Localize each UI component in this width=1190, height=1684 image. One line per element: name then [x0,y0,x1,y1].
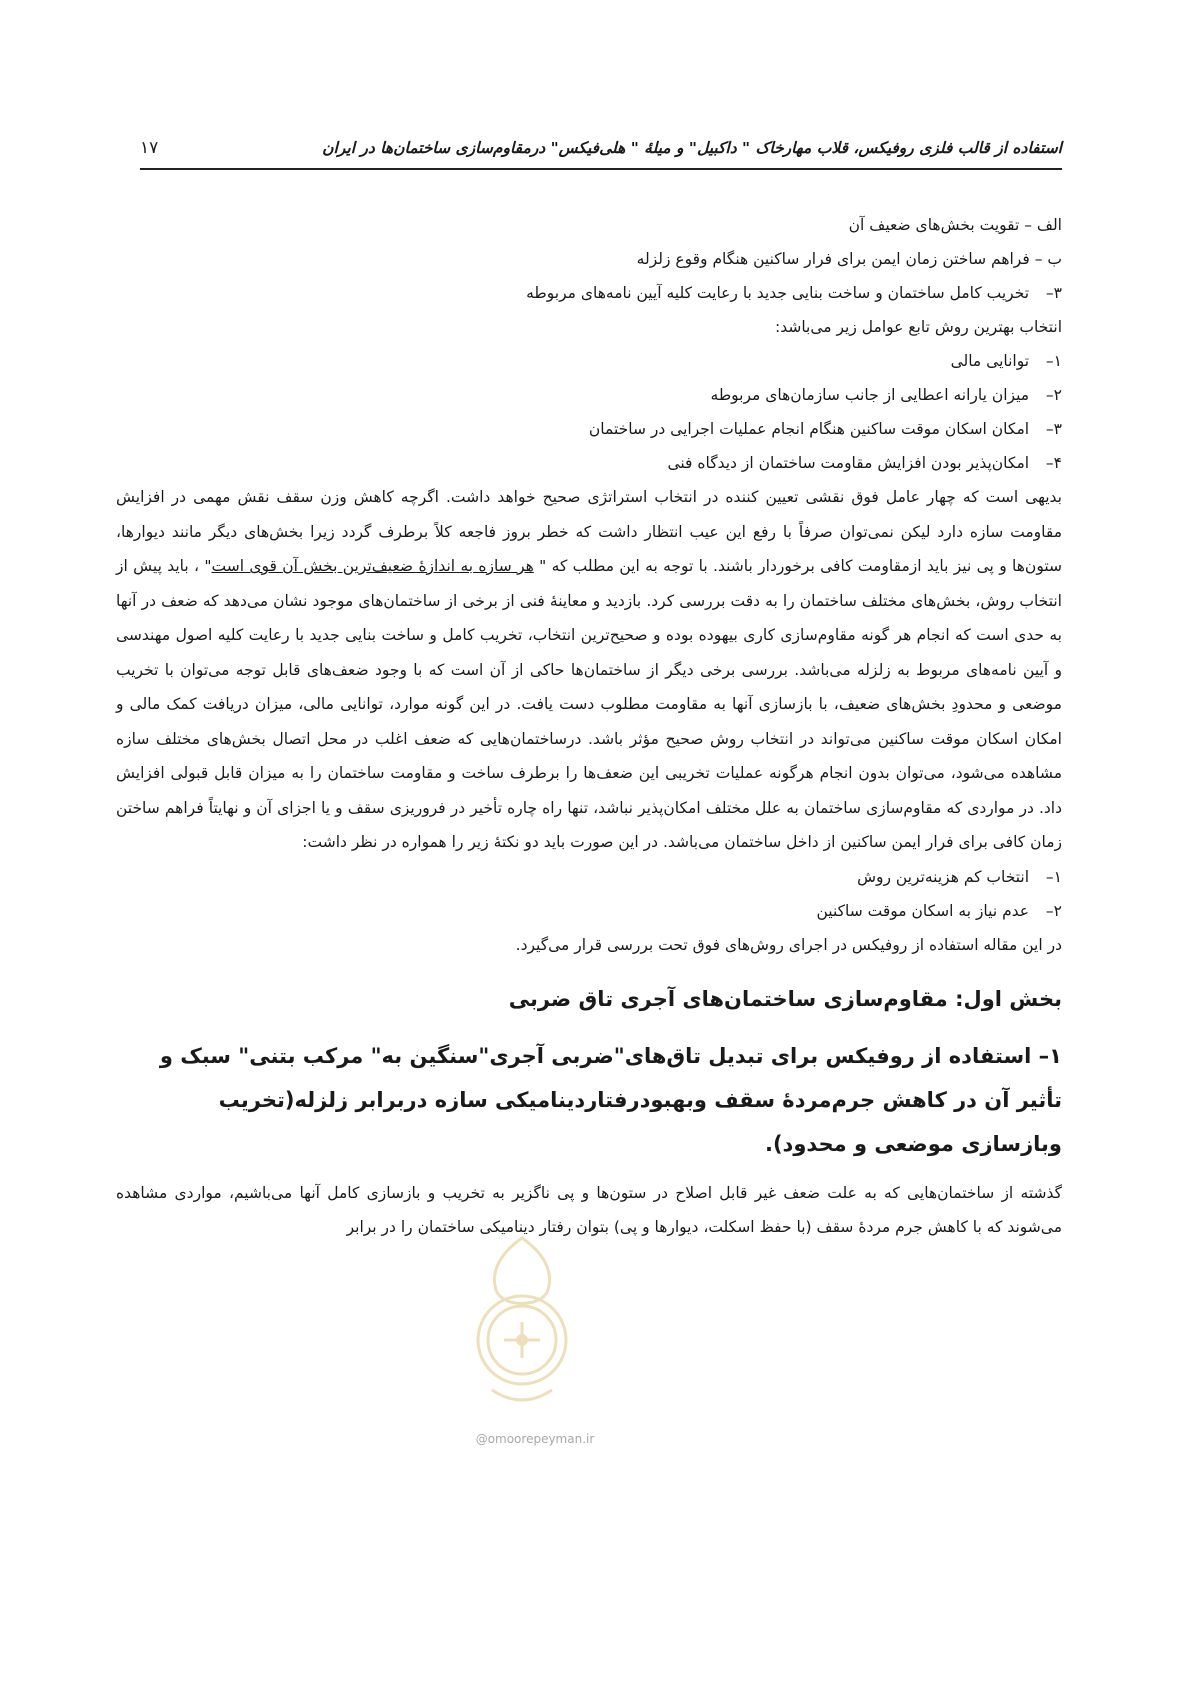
list-text: عدم نیاز به اسکان موقت ساکنین [816,901,1030,920]
list-item [116,344,1062,378]
page-number: ۱۷ [140,138,159,158]
underlined-quote: هر سازه به اندازهٔ ضعیف‌ترین بخش آن قوی است [211,557,534,575]
list-text: امکان اسکان موقت ساکنین هنگام انجام عملیات اجرایی در ساختمان [588,420,1030,438]
body-text [116,208,1062,1245]
list-text: فراهم ساختن زمان ایمن برای فرار ساکنین هنگام وقوع زلزله [636,250,1030,268]
list-text: انتخاب کم هزینه‌ترین روش [857,867,1030,886]
running-title: استفاده از قالب فلزی روفیکس، قلاب مهارخاک " داکبیل" و میلهٔ " هلی‌فیکس" درمقاوم‌سازی ساختمان‌ها در ایران [322,139,1062,157]
watermark-seal-icon [462,1230,582,1420]
list-marker: ب – [1034,250,1062,268]
running-header [140,128,1062,170]
list-text: تقویت بخش‌های ضعیف آن [848,216,1020,234]
list-marker: ۲– [1045,901,1062,920]
watermark-text: @omoorepeyman.ir [475,1432,595,1446]
list-marker: ۳– [1045,420,1062,438]
subsection-heading: ۱– استفاده از روفیکس برای تبدیل تاق‌های"ضربی آجری"سنگین به" مرکب بتنی" سبک و تأثیر آن در کاهش جرم‌مردهٔ سقف وبهبودرفتاردینامیکی سازه دربرابر زلزله(تخریب وبازسازی موضعی و محدود). [159,1043,1062,1156]
list-item [116,242,1062,276]
list-text: امکان‌پذیر بودن افزایش مقاومت ساختمان از دیدگاه فنی [667,454,1030,472]
list-marker: الف – [1024,216,1062,234]
final-paragraph: گذشته از ساختمان‌هایی که به علت ضعف غیر قابل اصلاح در ستون‌ها و پی ناگزیر به تخریب و بازسازی کامل آنها می‌باشیم، مواردی مشاهده می‌شوند که با کاهش جرم مردهٔ سقف (با حفظ اسکلت، دیوارها و پی) بتوان رفتار دینامیکی ساختمان را در برابر [116,1183,1062,1236]
list-marker: ۴– [1045,454,1062,472]
list-item [116,378,1062,412]
closing-sentence: در این مقاله استفاده از روفیکس در اجرای روش‌های فوق تحت بررسی قرار می‌گیرد. [515,935,1062,954]
list-text: توانایی مالی [950,352,1030,370]
paragraph-text: بدیهی است که چهار عامل فوق نقشی تعیین کننده در انتخاب استراتژی صحیح خواهد داشت. اگرچه کاهش وزن سقف نقش مهمی در افزایش مقاومت سازه دارد لیکن نمی‌توان صرفاً با رفع این عیب انتظار داشت که خطر بروز فاجعه کلاً برطرف گردد زیرا بخش‌های دیگر مانند دیوارها، ستون‌ها و پی نیز باید ازمقاومت کافی برخوردار باشند. با توجه به این مطلب که " [116,488,1062,575]
list-item [116,446,1062,480]
paragraph-text: " ، باید پیش از انتخاب روش، بخش‌های مختلف ساختمان را به دقت بررسی کرد. بازدید و معاینهٔ فنی از برخی از ساختمان‌های موجود نشان می‌دهد که ضعف در آنها به حدی است که انجام هر گونه مقاوم‌سازی کاری بیهوده بوده و صحیح‌ترین انتخاب، تخریب کامل و ساخت بنایی جدید با رعایت کلیه اصول مهندسی و آیین نامه‌های مربوط به زلزله می‌باشد. بررسی برخی دیگر از ساختمان‌ها حاکی از آن است که با وجود ضعف‌های قابل توجه می‌توان با تخریب موضعی و محدودِ بخش‌های ضعیف، با بازسازی آنها به مقاومت مطلوب دست یافت. در این گونه موارد، توانایی مالی، میزان دریافت کمک مالی و امکان اسکان موقت ساکنین می‌تواند در انتخاب روش صحیح مؤثر باشد. درساختمان‌هایی که ضعف اغلب در محل اتصال بخش‌های مختلف سازه مشاهده می‌شود، می‌توان بدون انجام هرگونه عملیات تخریبی این ضعف‌ها را برطرف ساخت و مقاومت ساختمان را به میزان قابل قبولی افزایش داد. در مواردی که مقاوم‌سازی ساختمان به علل مختلف امکان‌پذیر نباشد، تنها راه چاره تأخیر در فروریزی سقف و یا اجزای آن و نهایتاً فراهم ساختن زمان کافی برای فرار ایمن ساکنین از داخل ساختمان می‌باشد. در این صورت باید دو نکتهٔ زیر را همواره در نظر داشت: [116,557,1062,851]
factors-intro: انتخاب بهترین روش تابع عوامل زیر می‌باشد: [774,318,1062,336]
list-item [116,412,1062,446]
list-item [116,276,1062,310]
list-item [116,894,1062,928]
list-text: میزان یارانه اعطایی از جانب سازمان‌های مربوطه [710,386,1030,404]
list-marker: ۲– [1045,386,1062,404]
list-text: تخریب کامل ساختمان و ساخت بنایی جدید با رعایت کلیه آیین نامه‌های مربوطه [526,284,1030,302]
section-heading: بخش اول: مقاوم‌سازی ساختمان‌های آجری تاق ضربی [508,986,1062,1011]
list-marker: ۳– [1045,284,1062,302]
list-item [116,860,1062,894]
list-marker: ۱– [1045,352,1062,370]
list-item [116,208,1062,242]
main-paragraph [116,480,1062,860]
list-marker: ۱– [1045,867,1062,886]
